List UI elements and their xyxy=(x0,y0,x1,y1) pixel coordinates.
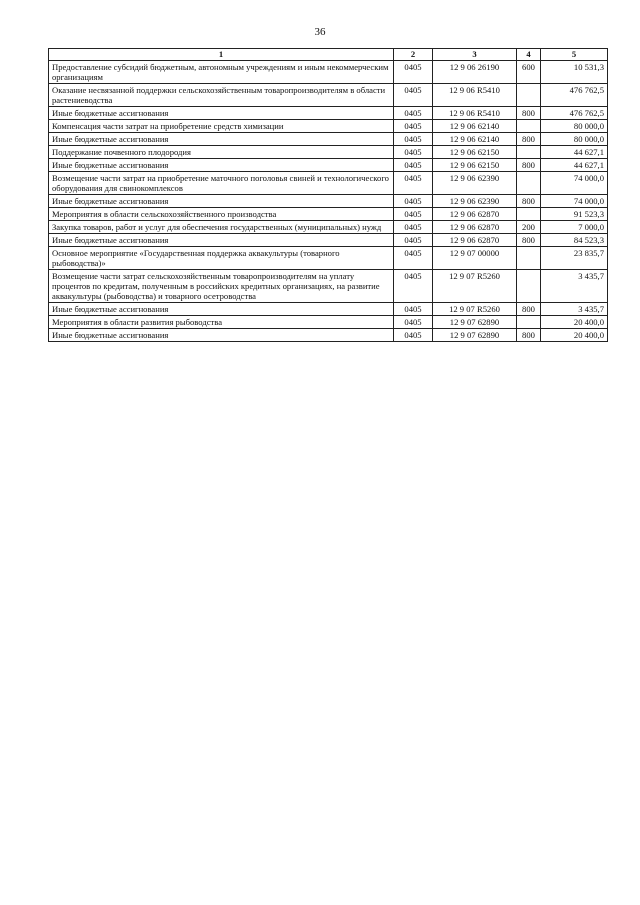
cell-type xyxy=(517,208,541,221)
cell-type: 600 xyxy=(517,61,541,84)
cell-amount: 74 000,0 xyxy=(541,195,608,208)
cell-name: Компенсация части затрат на приобретение средств химизации xyxy=(49,120,394,133)
cell-code: 12 9 06 62870 xyxy=(433,221,517,234)
cell-code: 12 9 06 R5410 xyxy=(433,107,517,120)
cell-name: Мероприятия в области развития рыбоводства xyxy=(49,316,394,329)
table-row xyxy=(49,133,608,146)
cell-code: 12 9 06 26190 xyxy=(433,61,517,84)
cell-name: Иные бюджетные ассигнования xyxy=(49,107,394,120)
cell-amount: 20 400,0 xyxy=(541,316,608,329)
cell-code: 12 9 06 62140 xyxy=(433,133,517,146)
cell-amount: 23 835,7 xyxy=(541,247,608,270)
table-header-row xyxy=(49,49,608,61)
table-row xyxy=(49,234,608,247)
cell-section: 0405 xyxy=(394,247,433,270)
cell-section: 0405 xyxy=(394,208,433,221)
table-row xyxy=(49,316,608,329)
page-number: 36 xyxy=(314,26,326,38)
cell-code: 12 9 06 62390 xyxy=(433,172,517,195)
cell-section: 0405 xyxy=(394,146,433,159)
cell-name: Закупка товаров, работ и услуг для обеспечения государственных (муниципальных) нужд xyxy=(49,221,394,234)
column-header-section: 2 xyxy=(394,49,433,61)
cell-type: 800 xyxy=(517,133,541,146)
table-row xyxy=(49,159,608,172)
cell-name: Иные бюджетные ассигнования xyxy=(49,329,394,342)
cell-amount: 74 000,0 xyxy=(541,172,608,195)
cell-code: 12 9 07 R5260 xyxy=(433,303,517,316)
table-row xyxy=(49,84,608,107)
cell-type xyxy=(517,316,541,329)
cell-amount: 20 400,0 xyxy=(541,329,608,342)
cell-code: 12 9 06 62150 xyxy=(433,159,517,172)
cell-code: 12 9 07 R5260 xyxy=(433,270,517,303)
cell-type xyxy=(517,146,541,159)
cell-amount: 476 762,5 xyxy=(541,107,608,120)
table-row xyxy=(49,270,608,303)
cell-name: Основное мероприятие «Государственная поддержка аквакультуры (товарного рыбоводства)» xyxy=(49,247,394,270)
table-row xyxy=(49,247,608,270)
cell-type xyxy=(517,172,541,195)
cell-name: Иные бюджетные ассигнования xyxy=(49,159,394,172)
cell-code: 12 9 06 62870 xyxy=(433,208,517,221)
cell-name: Поддержание почвенного плодородия xyxy=(49,146,394,159)
cell-section: 0405 xyxy=(394,172,433,195)
table-row xyxy=(49,208,608,221)
cell-amount: 84 523,3 xyxy=(541,234,608,247)
cell-amount: 44 627,1 xyxy=(541,159,608,172)
cell-type: 800 xyxy=(517,329,541,342)
cell-type: 800 xyxy=(517,234,541,247)
cell-amount: 91 523,3 xyxy=(541,208,608,221)
column-header-code: 3 xyxy=(433,49,517,61)
cell-name: Иные бюджетные ассигнования xyxy=(49,195,394,208)
cell-amount: 476 762,5 xyxy=(541,84,608,107)
cell-type: 800 xyxy=(517,303,541,316)
cell-code: 12 9 06 R5410 xyxy=(433,84,517,107)
cell-amount: 7 000,0 xyxy=(541,221,608,234)
cell-section: 0405 xyxy=(394,329,433,342)
column-header-name: 1 xyxy=(49,49,394,61)
cell-section: 0405 xyxy=(394,107,433,120)
cell-type xyxy=(517,120,541,133)
cell-type xyxy=(517,247,541,270)
cell-code: 12 9 07 62890 xyxy=(433,329,517,342)
cell-type: 800 xyxy=(517,107,541,120)
table-row xyxy=(49,172,608,195)
cell-name: Возмещение части затрат на приобретение маточного поголовья свиней и технологического оборудования для свинокомплексов xyxy=(49,172,394,195)
cell-name: Оказание несвязанной поддержки сельскохозяйственным товаропроизводителям в области растениеводства xyxy=(49,84,394,107)
cell-section: 0405 xyxy=(394,195,433,208)
cell-amount: 44 627,1 xyxy=(541,146,608,159)
cell-amount: 10 531,3 xyxy=(541,61,608,84)
cell-section: 0405 xyxy=(394,234,433,247)
table-row xyxy=(49,303,608,316)
cell-section: 0405 xyxy=(394,270,433,303)
table-row xyxy=(49,61,608,84)
cell-name: Предоставление субсидий бюджетным, автономным учреждениям и иным некоммерческим организациям xyxy=(49,61,394,84)
table-row xyxy=(49,329,608,342)
cell-amount: 3 435,7 xyxy=(541,303,608,316)
column-header-type: 4 xyxy=(517,49,541,61)
cell-section: 0405 xyxy=(394,159,433,172)
cell-name: Возмещение части затрат сельскохозяйственным товаропроизводителям на уплату процентов по кредитам, полученным в российских кредитных организациях, на развитие аквакультуры (рыбоводства) и товарного осетроводства xyxy=(49,270,394,303)
cell-section: 0405 xyxy=(394,61,433,84)
cell-section: 0405 xyxy=(394,221,433,234)
cell-name: Иные бюджетные ассигнования xyxy=(49,133,394,146)
cell-code: 12 9 06 62140 xyxy=(433,120,517,133)
cell-amount: 80 000,0 xyxy=(541,133,608,146)
table-row xyxy=(49,195,608,208)
cell-section: 0405 xyxy=(394,133,433,146)
table-row xyxy=(49,221,608,234)
budget-table xyxy=(48,48,608,342)
table-row xyxy=(49,120,608,133)
cell-type: 800 xyxy=(517,159,541,172)
cell-amount: 3 435,7 xyxy=(541,270,608,303)
cell-amount: 80 000,0 xyxy=(541,120,608,133)
cell-section: 0405 xyxy=(394,84,433,107)
cell-code: 12 9 07 62890 xyxy=(433,316,517,329)
cell-type xyxy=(517,84,541,107)
cell-section: 0405 xyxy=(394,303,433,316)
cell-code: 12 9 07 00000 xyxy=(433,247,517,270)
cell-code: 12 9 06 62390 xyxy=(433,195,517,208)
column-header-amount: 5 xyxy=(541,49,608,61)
cell-code: 12 9 06 62870 xyxy=(433,234,517,247)
cell-section: 0405 xyxy=(394,120,433,133)
cell-type: 800 xyxy=(517,195,541,208)
cell-type: 200 xyxy=(517,221,541,234)
cell-type xyxy=(517,270,541,303)
cell-name: Иные бюджетные ассигнования xyxy=(49,234,394,247)
table-row xyxy=(49,146,608,159)
cell-code: 12 9 06 62150 xyxy=(433,146,517,159)
cell-name: Мероприятия в области сельскохозяйственного производства xyxy=(49,208,394,221)
cell-section: 0405 xyxy=(394,316,433,329)
table-row xyxy=(49,107,608,120)
cell-name: Иные бюджетные ассигнования xyxy=(49,303,394,316)
